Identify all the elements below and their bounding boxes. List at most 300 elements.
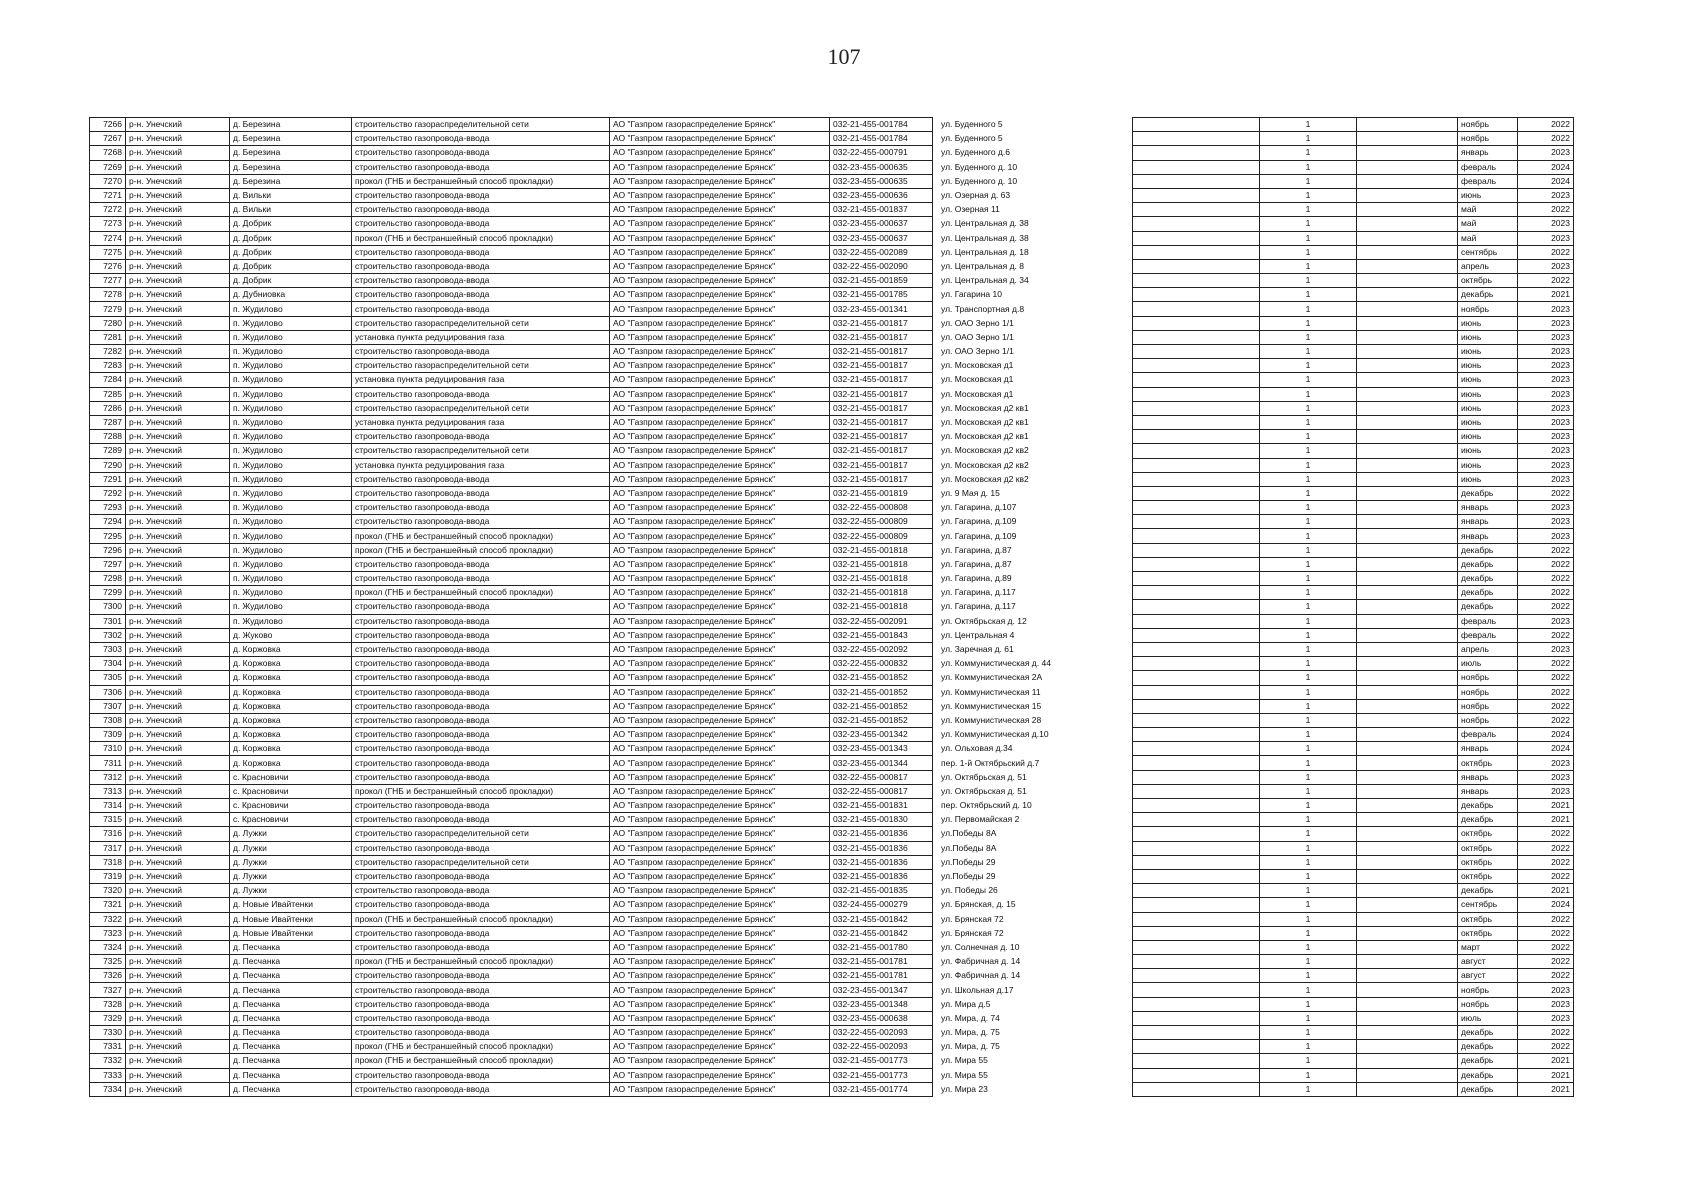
table-row: [1133, 869, 1574, 883]
address-cell: ул. ОАО Зерно 1/1: [941, 331, 1014, 342]
district-cell: р-н. Унечский: [126, 1026, 230, 1040]
quantity-cell: 1: [1260, 373, 1357, 387]
organization-cell: АО "Газпром газораспределение Брянск": [610, 472, 830, 486]
empty-cell: [1357, 600, 1458, 614]
month-cell: февраль: [1458, 628, 1518, 642]
empty-cell: [1357, 799, 1458, 813]
row-number: 7280: [90, 316, 126, 330]
district-cell: р-н. Унечский: [126, 728, 230, 742]
empty-cell: [1133, 969, 1260, 983]
table-row: [90, 614, 1073, 628]
contract-number-cell: 032-21-455-001785: [830, 288, 933, 302]
settlement-cell: д. Березина: [230, 146, 352, 160]
contract-number-cell: 032-21-455-001817: [830, 401, 933, 415]
quantity-cell: 1: [1260, 259, 1357, 273]
quantity-cell: 1: [1260, 912, 1357, 926]
empty-cell: [1357, 146, 1458, 160]
settlement-cell: п. Жудилово: [230, 387, 352, 401]
settlement-cell: д. Коржовка: [230, 671, 352, 685]
quantity-cell: 1: [1260, 685, 1357, 699]
year-cell: 2022: [1518, 855, 1574, 869]
records-table-left: [89, 117, 1073, 1097]
settlement-cell: с. Красновичи: [230, 784, 352, 798]
organization-cell: АО "Газпром газораспределение Брянск": [610, 799, 830, 813]
address-cell: ул. Гагарина, д.107: [941, 502, 1017, 513]
quantity-cell: 1: [1260, 756, 1357, 770]
year-cell: 2024: [1518, 174, 1574, 188]
table-row: [1133, 174, 1574, 188]
address-cell: ул. Московская д2 кв1: [941, 417, 1029, 428]
work-type-cell: строительство газораспределительной сети: [352, 827, 610, 841]
district-cell: р-н. Унечский: [126, 855, 230, 869]
records-table-right: [1132, 117, 1574, 1097]
table-row: [1133, 359, 1574, 373]
settlement-cell: д. Коржовка: [230, 756, 352, 770]
table-row: [1133, 132, 1574, 146]
month-cell: ноябрь: [1458, 685, 1518, 699]
organization-cell: АО "Газпром газораспределение Брянск": [610, 401, 830, 415]
work-type-cell: строительство газопровода-ввода: [352, 869, 610, 883]
contract-number-cell: 032-23-455-000635: [830, 174, 933, 188]
month-cell: октябрь: [1458, 912, 1518, 926]
empty-cell: [1133, 274, 1260, 288]
year-cell: 2022: [1518, 940, 1574, 954]
contract-number-cell: 032-21-455-001817: [830, 359, 933, 373]
settlement-cell: п. Жудилово: [230, 614, 352, 628]
work-type-cell: прокол (ГНБ и бестраншейный способ прокладки): [352, 529, 610, 543]
month-cell: октябрь: [1458, 756, 1518, 770]
settlement-cell: д. Коржовка: [230, 713, 352, 727]
contract-number-cell: 032-21-455-001852: [830, 685, 933, 699]
organization-cell: АО "Газпром газораспределение Брянск": [610, 458, 830, 472]
settlement-cell: д. Коржовка: [230, 685, 352, 699]
address-cell: ул. Транспортная д.8: [941, 303, 1025, 314]
table-row: [90, 345, 1073, 359]
contract-number-cell: 032-23-455-000637: [830, 231, 933, 245]
year-cell: 2023: [1518, 345, 1574, 359]
empty-cell: [1357, 784, 1458, 798]
table-row: [1133, 827, 1574, 841]
quantity-cell: 1: [1260, 359, 1357, 373]
month-cell: июнь: [1458, 401, 1518, 415]
quantity-cell: 1: [1260, 472, 1357, 486]
row-number: 7321: [90, 898, 126, 912]
table-row: [90, 203, 1073, 217]
address-cell: ул. Гагарина, д.87: [941, 558, 1012, 569]
contract-number-cell: 032-21-455-001773: [830, 1068, 933, 1082]
empty-cell: [1357, 940, 1458, 954]
empty-cell: [1133, 869, 1260, 883]
year-cell: 2022: [1518, 586, 1574, 600]
address-cell: ул. Центральная д. 34: [941, 275, 1029, 286]
address-cell: ул.Победы 29: [941, 856, 996, 867]
row-number: 7333: [90, 1068, 126, 1082]
quantity-cell: 1: [1260, 203, 1357, 217]
empty-cell: [1357, 884, 1458, 898]
empty-cell: [1357, 160, 1458, 174]
address-cell: ул. ОАО Зерно 1/1: [941, 317, 1014, 328]
organization-cell: АО "Газпром газораспределение Брянск": [610, 784, 830, 798]
year-cell: 2021: [1518, 813, 1574, 827]
work-type-cell: строительство газопровода-ввода: [352, 770, 610, 784]
organization-cell: АО "Газпром газораспределение Брянск": [610, 501, 830, 515]
settlement-cell: д. Лужки: [230, 855, 352, 869]
address-cell: ул. Октябрьская д. 51: [941, 785, 1027, 796]
quantity-cell: 1: [1260, 728, 1357, 742]
address-cell: ул.Победы 8А: [941, 828, 997, 839]
empty-cell: [1133, 486, 1260, 500]
month-cell: ноябрь: [1458, 713, 1518, 727]
organization-cell: АО "Газпром газораспределение Брянск": [610, 316, 830, 330]
work-type-cell: строительство газопровода-ввода: [352, 983, 610, 997]
year-cell: 2021: [1518, 799, 1574, 813]
district-cell: р-н. Унечский: [126, 288, 230, 302]
month-cell: февраль: [1458, 174, 1518, 188]
table-row: [90, 472, 1073, 486]
table-row: [90, 955, 1073, 969]
quantity-cell: 1: [1260, 955, 1357, 969]
table-row: [90, 841, 1073, 855]
month-cell: декабрь: [1458, 557, 1518, 571]
table-row: [90, 799, 1073, 813]
address-cell: ул. Центральная 4: [941, 629, 1015, 640]
row-number: 7281: [90, 330, 126, 344]
contract-number-cell: 032-23-455-001347: [830, 983, 933, 997]
empty-cell: [1357, 898, 1458, 912]
district-cell: р-н. Унечский: [126, 132, 230, 146]
year-cell: 2022: [1518, 486, 1574, 500]
empty-cell: [1357, 330, 1458, 344]
month-cell: июнь: [1458, 430, 1518, 444]
district-cell: р-н. Унечский: [126, 628, 230, 642]
month-cell: апрель: [1458, 642, 1518, 656]
contract-number-cell: 032-21-455-001781: [830, 969, 933, 983]
row-number: 7323: [90, 926, 126, 940]
settlement-cell: п. Жудилово: [230, 486, 352, 500]
district-cell: р-н. Унечский: [126, 600, 230, 614]
district-cell: р-н. Унечский: [126, 543, 230, 557]
work-type-cell: строительство газораспределительной сети: [352, 316, 610, 330]
district-cell: р-н. Унечский: [126, 742, 230, 756]
row-number: 7297: [90, 557, 126, 571]
district-cell: р-н. Унечский: [126, 770, 230, 784]
quantity-cell: 1: [1260, 572, 1357, 586]
organization-cell: АО "Газпром газораспределение Брянск": [610, 983, 830, 997]
organization-cell: АО "Газпром газораспределение Брянск": [610, 884, 830, 898]
address-cell: ул. Озерная д. 63: [941, 190, 1011, 201]
organization-cell: АО "Газпром газораспределение Брянск": [610, 345, 830, 359]
empty-cell: [1357, 1082, 1458, 1096]
empty-cell: [1133, 713, 1260, 727]
year-cell: 2023: [1518, 501, 1574, 515]
empty-cell: [1357, 231, 1458, 245]
empty-cell: [1357, 572, 1458, 586]
work-type-cell: строительство газопровода-ввода: [352, 657, 610, 671]
empty-cell: [1133, 1040, 1260, 1054]
settlement-cell: д. Березина: [230, 132, 352, 146]
month-cell: декабрь: [1458, 572, 1518, 586]
organization-cell: АО "Газпром газораспределение Брянск": [610, 288, 830, 302]
organization-cell: АО "Газпром газораспределение Брянск": [610, 955, 830, 969]
empty-cell: [1357, 373, 1458, 387]
table-row: [1133, 345, 1574, 359]
settlement-cell: д. Песчанка: [230, 940, 352, 954]
empty-cell: [1133, 784, 1260, 798]
table-row: [1133, 642, 1574, 656]
year-cell: 2023: [1518, 756, 1574, 770]
table-row: [1133, 501, 1574, 515]
table-row: [90, 359, 1073, 373]
contract-number-cell: 032-22-455-000809: [830, 515, 933, 529]
district-cell: р-н. Унечский: [126, 472, 230, 486]
table-row: [90, 671, 1073, 685]
organization-cell: АО "Газпром газораспределение Брянск": [610, 912, 830, 926]
row-number: 7314: [90, 799, 126, 813]
row-number: 7326: [90, 969, 126, 983]
month-cell: ноябрь: [1458, 997, 1518, 1011]
organization-cell: АО "Газпром газораспределение Брянск": [610, 486, 830, 500]
district-cell: р-н. Унечский: [126, 160, 230, 174]
empty-cell: [1357, 472, 1458, 486]
table-row: [1133, 203, 1574, 217]
settlement-cell: д. Новые Ивайтенки: [230, 898, 352, 912]
month-cell: октябрь: [1458, 841, 1518, 855]
contract-number-cell: 032-21-455-001773: [830, 1054, 933, 1068]
table-row: [1133, 274, 1574, 288]
table-row: [1133, 728, 1574, 742]
address-cell: ул. Московская д1: [941, 374, 1014, 385]
month-cell: сентябрь: [1458, 245, 1518, 259]
row-number: 7306: [90, 685, 126, 699]
year-cell: 2022: [1518, 118, 1574, 132]
organization-cell: АО "Газпром газораспределение Брянск": [610, 685, 830, 699]
work-type-cell: строительство газопровода-ввода: [352, 642, 610, 656]
settlement-cell: д. Добрик: [230, 231, 352, 245]
empty-cell: [1357, 501, 1458, 515]
table-row: [90, 1011, 1073, 1025]
month-cell: ноябрь: [1458, 132, 1518, 146]
quantity-cell: 1: [1260, 274, 1357, 288]
address-cell: ул. Коммунистическая д.10: [941, 729, 1049, 740]
work-type-cell: строительство газопровода-ввода: [352, 557, 610, 571]
empty-cell: [1133, 401, 1260, 415]
empty-cell: [1133, 614, 1260, 628]
row-number: 7325: [90, 955, 126, 969]
month-cell: май: [1458, 231, 1518, 245]
table-row: [1133, 983, 1574, 997]
contract-number-cell: 032-21-455-001817: [830, 472, 933, 486]
year-cell: 2023: [1518, 444, 1574, 458]
table-row: [90, 713, 1073, 727]
year-cell: 2023: [1518, 983, 1574, 997]
table-row: [1133, 600, 1574, 614]
row-number: 7299: [90, 586, 126, 600]
row-number: 7271: [90, 188, 126, 202]
work-type-cell: строительство газопровода-ввода: [352, 274, 610, 288]
table-row: [1133, 302, 1574, 316]
organization-cell: АО "Газпром газораспределение Брянск": [610, 302, 830, 316]
empty-cell: [1133, 217, 1260, 231]
organization-cell: АО "Газпром газораспределение Брянск": [610, 444, 830, 458]
empty-cell: [1133, 600, 1260, 614]
table-row: [1133, 813, 1574, 827]
settlement-cell: д. Песчанка: [230, 1011, 352, 1025]
table-row: [1133, 784, 1574, 798]
month-cell: август: [1458, 969, 1518, 983]
year-cell: 2022: [1518, 969, 1574, 983]
organization-cell: АО "Газпром газораспределение Брянск": [610, 415, 830, 429]
month-cell: декабрь: [1458, 1026, 1518, 1040]
quantity-cell: 1: [1260, 926, 1357, 940]
empty-cell: [1357, 969, 1458, 983]
empty-cell: [1133, 1054, 1260, 1068]
address-cell: ул. Буденного 5: [941, 119, 1003, 130]
row-number: 7319: [90, 869, 126, 883]
table-row: [90, 401, 1073, 415]
quantity-cell: 1: [1260, 217, 1357, 231]
year-cell: 2023: [1518, 188, 1574, 202]
quantity-cell: 1: [1260, 614, 1357, 628]
row-number: 7317: [90, 841, 126, 855]
year-cell: 2023: [1518, 231, 1574, 245]
organization-cell: АО "Газпром газораспределение Брянск": [610, 1082, 830, 1096]
year-cell: 2021: [1518, 1082, 1574, 1096]
empty-cell: [1133, 1011, 1260, 1025]
organization-cell: АО "Газпром газораспределение Брянск": [610, 728, 830, 742]
settlement-cell: п. Жудилово: [230, 586, 352, 600]
settlement-cell: д. Лужки: [230, 841, 352, 855]
work-type-cell: строительство газопровода-ввода: [352, 671, 610, 685]
settlement-cell: п. Жудилово: [230, 359, 352, 373]
address-cell: ул. Буденного д.6: [941, 147, 1010, 158]
empty-cell: [1133, 770, 1260, 784]
month-cell: июнь: [1458, 359, 1518, 373]
work-type-cell: строительство газопровода-ввода: [352, 884, 610, 898]
table-row: [1133, 799, 1574, 813]
year-cell: 2023: [1518, 642, 1574, 656]
table-row: [1133, 515, 1574, 529]
empty-cell: [1357, 118, 1458, 132]
organization-cell: АО "Газпром газораспределение Брянск": [610, 940, 830, 954]
month-cell: декабрь: [1458, 486, 1518, 500]
contract-number-cell: 032-23-455-001341: [830, 302, 933, 316]
contract-number-cell: 032-21-455-001835: [830, 884, 933, 898]
month-cell: декабрь: [1458, 288, 1518, 302]
empty-cell: [1133, 259, 1260, 273]
work-type-cell: строительство газопровода-ввода: [352, 472, 610, 486]
quantity-cell: 1: [1260, 1011, 1357, 1025]
table-row: [90, 997, 1073, 1011]
year-cell: 2022: [1518, 132, 1574, 146]
organization-cell: АО "Газпром газораспределение Брянск": [610, 529, 830, 543]
settlement-cell: д. Вильки: [230, 188, 352, 202]
empty-cell: [1357, 188, 1458, 202]
organization-cell: АО "Газпром газораспределение Брянск": [610, 359, 830, 373]
address-cell: ул. Мира, д. 74: [941, 1012, 1000, 1023]
empty-cell: [1357, 642, 1458, 656]
month-cell: январь: [1458, 742, 1518, 756]
contract-number-cell: 032-21-455-001819: [830, 486, 933, 500]
district-cell: р-н. Унечский: [126, 572, 230, 586]
year-cell: 2023: [1518, 997, 1574, 1011]
month-cell: сентябрь: [1458, 898, 1518, 912]
contract-number-cell: 032-21-455-001784: [830, 118, 933, 132]
quantity-cell: 1: [1260, 884, 1357, 898]
address-cell: ул. Коммунистическая 15: [941, 700, 1042, 711]
quantity-cell: 1: [1260, 529, 1357, 543]
settlement-cell: д. Добрик: [230, 259, 352, 273]
work-type-cell: строительство газопровода-ввода: [352, 1011, 610, 1025]
work-type-cell: строительство газопровода-ввода: [352, 685, 610, 699]
year-cell: 2022: [1518, 912, 1574, 926]
table-row: [90, 288, 1073, 302]
quantity-cell: 1: [1260, 997, 1357, 1011]
table-row: [90, 415, 1073, 429]
empty-cell: [1357, 586, 1458, 600]
empty-cell: [1133, 118, 1260, 132]
quantity-cell: 1: [1260, 415, 1357, 429]
settlement-cell: д. Новые Ивайтенки: [230, 912, 352, 926]
table-row: [90, 884, 1073, 898]
organization-cell: АО "Газпром газораспределение Брянск": [610, 118, 830, 132]
row-number: 7291: [90, 472, 126, 486]
table-row: [90, 174, 1073, 188]
settlement-cell: п. Жудилово: [230, 572, 352, 586]
contract-number-cell: 032-21-455-001836: [830, 841, 933, 855]
address-cell: ул. Московская д2 кв2: [941, 459, 1029, 470]
row-number: 7332: [90, 1054, 126, 1068]
empty-cell: [1357, 1026, 1458, 1040]
settlement-cell: п. Жудилово: [230, 373, 352, 387]
table-row: [90, 444, 1073, 458]
empty-cell: [1357, 217, 1458, 231]
empty-cell: [1133, 160, 1260, 174]
row-number: 7275: [90, 245, 126, 259]
row-number: 7305: [90, 671, 126, 685]
quantity-cell: 1: [1260, 330, 1357, 344]
empty-cell: [1357, 841, 1458, 855]
contract-number-cell: 032-21-455-001818: [830, 543, 933, 557]
table-row: [1133, 259, 1574, 273]
settlement-cell: д. Песчанка: [230, 983, 352, 997]
row-number: 7293: [90, 501, 126, 515]
quantity-cell: 1: [1260, 799, 1357, 813]
address-cell: ул. Мира, д. 75: [941, 1027, 1000, 1038]
table-row: [90, 586, 1073, 600]
table-row: [1133, 671, 1574, 685]
table-row: [90, 302, 1073, 316]
contract-number-cell: 032-21-455-001859: [830, 274, 933, 288]
empty-cell: [1357, 912, 1458, 926]
empty-cell: [1357, 614, 1458, 628]
work-type-cell: строительство газопровода-ввода: [352, 217, 610, 231]
address-cell: ул. Фабричная д. 14: [941, 956, 1021, 967]
row-number: 7269: [90, 160, 126, 174]
empty-cell: [1357, 1068, 1458, 1082]
contract-number-cell: 032-21-455-001831: [830, 799, 933, 813]
work-type-cell: строительство газопровода-ввода: [352, 501, 610, 515]
table-row: [1133, 387, 1574, 401]
table-row: [1133, 118, 1574, 132]
year-cell: 2023: [1518, 770, 1574, 784]
quantity-cell: 1: [1260, 1040, 1357, 1054]
quantity-cell: 1: [1260, 458, 1357, 472]
empty-cell: [1133, 557, 1260, 571]
year-cell: 2024: [1518, 160, 1574, 174]
quantity-cell: 1: [1260, 146, 1357, 160]
district-cell: р-н. Унечский: [126, 203, 230, 217]
organization-cell: АО "Газпром газораспределение Брянск": [610, 671, 830, 685]
